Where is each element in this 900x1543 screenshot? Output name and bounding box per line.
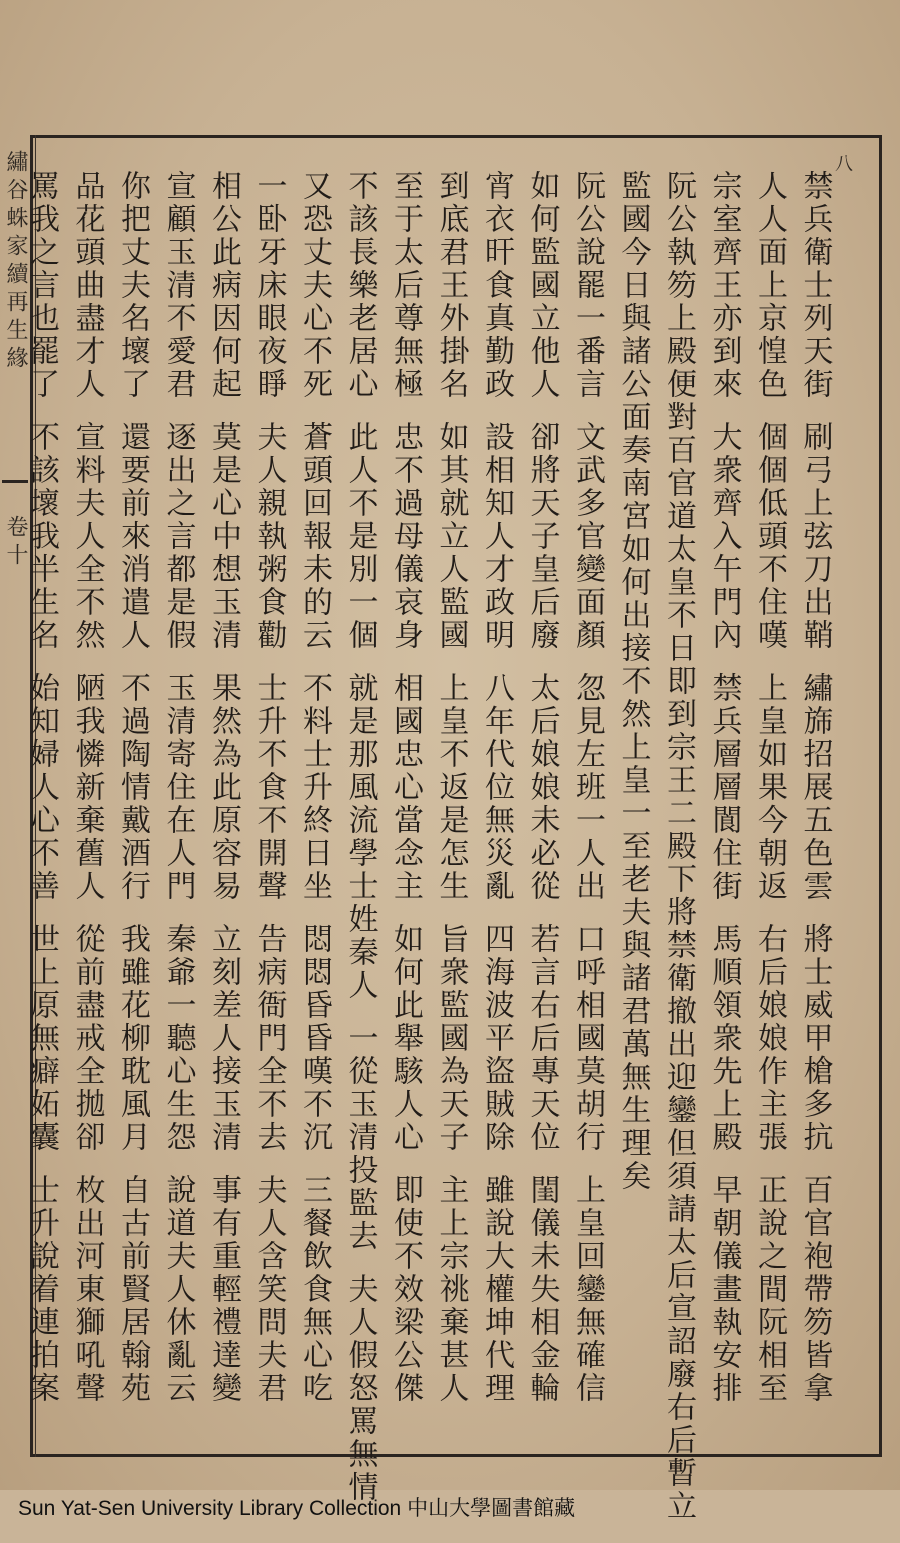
verse-line: 蒼頭回報未的云 <box>297 421 332 652</box>
verse-line: 逐出之言都是假 <box>160 421 196 652</box>
text-column <box>387 170 423 1425</box>
verse-line: 太后娘娘未必從 <box>524 672 560 903</box>
verse-line: 從前盡戒全拋卻 <box>69 923 105 1154</box>
text-column <box>569 170 605 1425</box>
verse-line: 人人面上京惶色 <box>752 170 787 401</box>
verse-line: 主上宗祧棄甚人 <box>433 1174 469 1405</box>
verse-line: 我雖花柳耽風月 <box>115 923 150 1154</box>
verse-line: 果然為此原容易 <box>206 672 241 903</box>
verse-line: 罵我之言也罷了 <box>24 170 59 401</box>
verse-line: 枚出河東獅吼聲 <box>69 1174 105 1405</box>
verse-line: 不料士升終日坐 <box>297 672 332 903</box>
verse-line: 阮公執笏上殿便對百官道太皇不日即到宗王二殿下將禁衛撤出迎鑾但須請太后宣詔廢右后暫立 <box>661 170 696 1523</box>
collection-credit: Sun Yat-Sen University Library Collection 中山大學圖書館藏 <box>18 1497 576 1520</box>
verse-line: 自古前賢居翰苑 <box>115 1174 150 1405</box>
verse-line: 宣顧玉清不愛君 <box>160 170 196 401</box>
verse-line: 旨衆監國為天子 <box>433 923 469 1154</box>
text-column <box>797 170 833 1425</box>
verse-line: 一卧牙床眼夜睜 <box>251 170 287 401</box>
verse-line: 上皇不返是怎生 <box>433 672 469 903</box>
verse-line: 口呼相國莫胡行 <box>570 923 605 1154</box>
verse-line: 夫人含笑問夫君 <box>251 1174 287 1405</box>
verse-line: 如何監國立他人 <box>524 170 560 401</box>
verse-line: 早朝儀畫執安排 <box>706 1174 742 1405</box>
verse-line: 立刻差人接玉清 <box>206 923 241 1154</box>
text-column <box>615 170 651 1213</box>
text-column <box>251 170 287 1425</box>
verse-line: 將士威甲槍多抗 <box>797 923 833 1154</box>
text-column <box>23 170 59 1425</box>
verse-line: 還要前來消遣人 <box>115 421 150 652</box>
verse-line: 禁兵衛士列天街 <box>797 170 833 401</box>
verse-line: 四海波平盜賊除 <box>479 923 514 1154</box>
text-column <box>114 170 150 1425</box>
text-column <box>296 170 332 1425</box>
verse-line: 你把丈夫名壞了 <box>115 170 150 401</box>
verse-line: 阮公說罷一番言 <box>570 170 605 401</box>
text-column <box>706 170 742 1425</box>
volume-label: 卷十 <box>3 515 28 571</box>
verse-line: 繡旆招展五色雲 <box>797 672 833 903</box>
verse-line: 卻將天子皇后廢 <box>524 421 560 652</box>
page-number: 八 <box>835 154 853 175</box>
verse-line: 又恐丈夫心不死 <box>297 170 332 401</box>
verse-line: 設相知人才政明 <box>479 421 514 652</box>
verse-line: 宵衣旰食真勤政 <box>479 170 514 401</box>
verse-line: 至于太后尊無極 <box>388 170 423 401</box>
verse-line: 不過陶情戴酒行 <box>115 672 150 903</box>
verse-line: 士升說着連拍案 <box>24 1174 59 1405</box>
verse-line: 大衆齊入午門內 <box>706 421 742 652</box>
verse-line: 個個低頭不住嘆 <box>752 421 787 652</box>
text-column <box>751 170 787 1425</box>
verse-line: 三餐飲食無心吃 <box>297 1174 332 1405</box>
verse-line: 百官袍帶笏皆拿 <box>797 1174 833 1405</box>
verse-line: 世上原無癖妬囊 <box>24 923 59 1154</box>
verse-line: 八年代位無災亂 <box>479 672 514 903</box>
verse-line: 刷弓上弦刀出鞘 <box>797 421 833 652</box>
verse-line: 如何此舉駭人心 <box>388 923 423 1154</box>
book-title: 繡谷蛛家續再生緣 <box>3 150 28 374</box>
text-column <box>660 170 696 1543</box>
verse-line: 相公此病因何起 <box>206 170 241 401</box>
verse-line: 右后娘娘作主張 <box>752 923 787 1154</box>
text-column <box>478 170 514 1425</box>
verse-line: 宗室齊王亦到來 <box>706 170 742 401</box>
verse-line: 夫人假怒罵無情 <box>342 1273 378 1504</box>
verse-line: 閨儀未失相金輪 <box>524 1174 560 1405</box>
verse-line: 此人不是別一個 <box>342 421 378 652</box>
verse-line: 相國忠心當念主 <box>388 672 423 903</box>
verse-line: 告病衙門全不去 <box>251 923 287 1154</box>
verse-line: 事有重輕禮達變 <box>206 1174 241 1405</box>
verse-line: 馬順領衆先上殿 <box>706 923 742 1154</box>
verse-line: 若言右后專天位 <box>524 923 560 1154</box>
verse-line: 士升不食不開聲 <box>251 672 287 903</box>
verse-line: 宣料夫人全不然 <box>69 421 105 652</box>
verse-line: 上皇回鑾無確信 <box>570 1174 605 1405</box>
verse-line: 秦爺一聽心生怨 <box>160 923 196 1154</box>
verse-line: 莫是心中想玉清 <box>206 421 241 652</box>
text-column <box>160 170 196 1425</box>
verse-line: 雖說大權坤代理 <box>479 1174 514 1405</box>
verse-line: 玉清寄住在人門 <box>160 672 196 903</box>
verse-line: 一從玉清投監去 <box>342 1022 378 1253</box>
verse-line: 始知婦人心不善 <box>24 672 59 903</box>
text-column <box>205 170 241 1425</box>
verse-line: 禁兵層層閬住街 <box>706 672 742 903</box>
verse-line: 文武多官變面顏 <box>570 421 605 652</box>
verse-line: 說道夫人休亂云 <box>160 1174 196 1405</box>
verse-line: 就是那風流學士姓秦人 <box>342 672 378 1002</box>
text-column <box>69 170 105 1425</box>
verse-line: 正說之間阮相至 <box>752 1174 787 1405</box>
verse-line: 忠不過母儀哀身 <box>388 421 423 652</box>
verse-line: 不該長樂老居心 <box>342 170 378 401</box>
text-column <box>433 170 469 1425</box>
verse-line: 到底君王外掛名 <box>433 170 469 401</box>
text-column <box>524 170 560 1425</box>
text-column <box>342 170 378 1524</box>
verse-line: 監國今日與諸公面奏南宮如何出接不然上皇一至老夫與諸君萬無生理矣 <box>615 170 651 1193</box>
verse-line: 品花頭曲盡才人 <box>69 170 105 401</box>
verse-line: 上皇如果今朝返 <box>752 672 787 903</box>
verse-line: 不該壞我半生名 <box>24 421 59 652</box>
verse-line: 忽見左班一人出 <box>570 672 605 903</box>
verse-line: 陋我憐新棄舊人 <box>69 672 105 903</box>
verse-line: 即使不效梁公傑 <box>388 1174 423 1405</box>
verse-line: 如其就立人監國 <box>433 421 469 652</box>
verse-line: 悶悶昏昏嘆不沉 <box>297 923 332 1154</box>
verse-line: 夫人親執粥食勸 <box>251 421 287 652</box>
